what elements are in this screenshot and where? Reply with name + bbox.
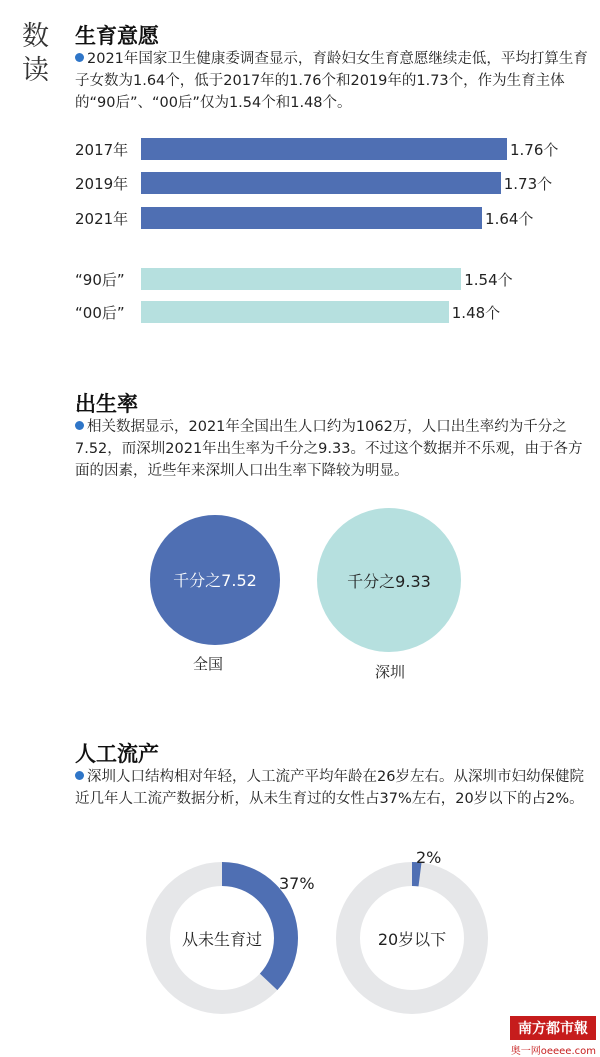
bar-value-label: 1.76个 <box>510 141 559 159</box>
section-text-abortion <box>75 766 595 810</box>
section-text-abortion-content: 深圳人口结构相对年轻，人工流产平均年龄在26岁左右。从深圳市妇幼保健院近几年人工流产数据分析，从未生育过的女性占37%左右，20岁以下的占2%。 <box>75 769 584 807</box>
bar <box>141 268 461 290</box>
donut-center-label: 从未生育过 <box>181 930 262 949</box>
bullet-dot <box>75 771 84 780</box>
bar-category-label: 2021年 <box>75 210 129 228</box>
donut-center-label: 20岁以下 <box>377 930 447 949</box>
bubble-chart <box>0 490 600 710</box>
bar <box>141 207 482 229</box>
bar-category-label: “90后” <box>75 271 125 289</box>
donut-chart <box>0 840 600 1020</box>
bar-value-label: 1.48个 <box>451 304 501 322</box>
bar <box>141 301 449 323</box>
bar-category-label: 2017年 <box>75 141 129 159</box>
bar-value-label: 1.54个 <box>464 271 513 289</box>
bubble-category-label: 全国 <box>193 655 224 673</box>
section-text-fertility-content: 2021年国家卫生健康委调查显示，育龄妇女生育意愿继续走低，平均打算生育子女数为1.64个，低于2017年的1.76个和2019年的1.73个，作为生育主体的“90后”、“00后”仅为1.54个和1.48个。 <box>75 51 588 111</box>
side-title: 数读 <box>22 21 49 86</box>
bar-value-label: 1.64个 <box>485 210 534 228</box>
bubble <box>150 515 279 644</box>
section-text-birthrate-content: 相关数据显示，2021年全国出生人口约为1062万，人口出生率约为千分之7.52，而深圳2021年出生率为千分之9.33。不过这个数据并不乐观，由于各方面的因素，近些年来深圳人口出生率下降较为明显。 <box>75 419 583 479</box>
section-text-birthrate <box>75 416 595 482</box>
bullet-dot <box>75 421 84 430</box>
logo-name: 南方都市報 <box>510 1016 596 1040</box>
section-heading-abortion: 人工流产 <box>75 742 159 766</box>
logo-sub: 奥一网oeeee.com <box>510 1046 596 1057</box>
section-heading-birthrate: 出生率 <box>75 392 138 416</box>
section-heading-fertility: 生育意愿 <box>75 24 159 48</box>
bar-chart <box>0 0 600 340</box>
donut-value-label: 2% <box>416 848 442 867</box>
donut-value-label: 37% <box>279 874 315 893</box>
bar-category-label: “00后” <box>75 304 125 322</box>
bar <box>141 138 507 160</box>
bubble-value-label: 千分之7.52 <box>173 571 257 591</box>
bubble <box>317 508 461 652</box>
bubble-value-label: 千分之9.33 <box>347 571 431 591</box>
bubble-category-label: 深圳 <box>375 663 406 681</box>
bar-value-label: 1.73个 <box>503 175 553 193</box>
bar-category-label: 2019年 <box>75 175 129 193</box>
bar <box>141 172 501 194</box>
